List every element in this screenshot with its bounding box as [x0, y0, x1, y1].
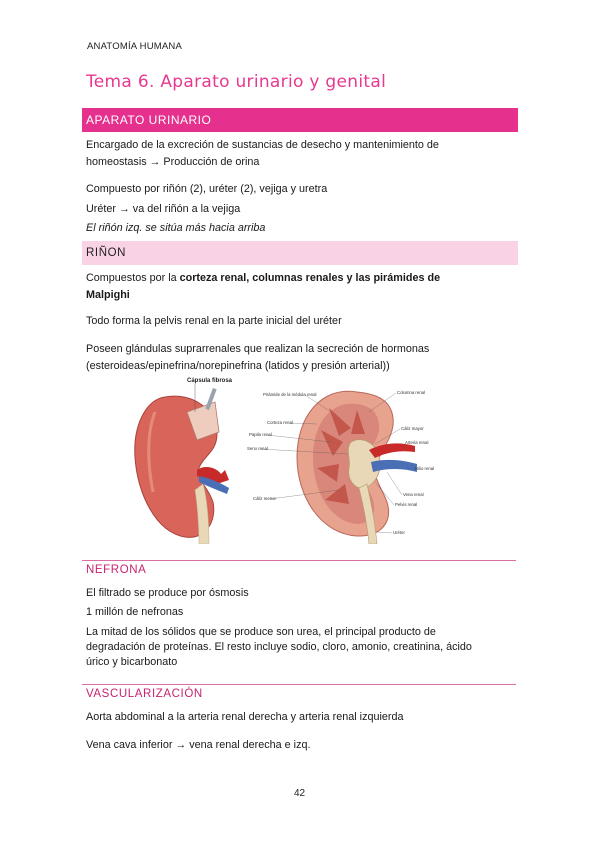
- paragraph-line: [86, 270, 506, 286]
- section-rule: [82, 560, 516, 561]
- bold-text: corteza renal, columnas renales y las pirámides de: [179, 272, 441, 284]
- page-title: Tema 6. Aparato urinario y genital: [86, 72, 387, 92]
- paragraph-line: Encargado de la excreción de sustancias de desecho y mantenimiento de: [86, 139, 439, 151]
- label-pelvis: Pelvis renal: [395, 502, 418, 507]
- paragraph-line: degradación de proteínas. El resto incluye sodio, cloro, amonio, creatinina, ácido: [86, 641, 472, 653]
- paragraph-line: 1 millón de nefronas: [86, 606, 184, 618]
- label-seno: Seno renal: [247, 446, 268, 451]
- label-columna: Columna renal: [397, 390, 425, 395]
- section-band-rinon: RIÑON: [82, 241, 518, 265]
- section-title-vascularizacion: VASCULARIZACIÓN: [86, 688, 203, 700]
- label-papila: Papila renal: [249, 432, 272, 437]
- section-rule: [82, 684, 516, 685]
- paragraph-line: (esteroideas/epinefrina/norepinefrina (latidos y presión arterial)): [86, 360, 390, 372]
- page-number: 42: [293, 788, 306, 799]
- label-vena: Vena renal: [403, 492, 424, 497]
- section-title-nefrona: NEFRONA: [86, 564, 147, 576]
- paragraph-line: Uréter → va del riñón a la vejiga: [86, 203, 241, 215]
- label-piramide: Pirámide de la médula renal: [263, 392, 317, 397]
- paragraph-line: Aorta abdominal a la arteria renal derecha y arteria renal izquierda: [86, 711, 404, 723]
- kidney-illustration: [125, 372, 437, 544]
- bold-text: Malpighi: [86, 289, 130, 301]
- label-caliz-mayor: Cáliz mayor: [401, 426, 424, 431]
- paragraph-line: La mitad de los sólidos que se produce son urea, el principal producto de: [86, 626, 436, 638]
- label-caliz-menor: Cáliz menor: [253, 496, 276, 501]
- label-corteza: Corteza renal: [267, 420, 293, 425]
- paragraph-line: Todo forma la pelvis renal en la parte inicial del uréter: [86, 315, 342, 327]
- paragraph-line: úrico y bicarbonato: [86, 656, 178, 668]
- paragraph-line: Compuesto por riñón (2), uréter (2), vejiga y uretra: [86, 183, 328, 195]
- label-arteria: Arteria renal: [405, 440, 429, 445]
- paragraph-line: Vena cava inferior → vena renal derecha e izq.: [86, 739, 311, 751]
- paragraph-line: homeostasis → Producción de orina: [86, 156, 260, 168]
- kidney-external: [135, 388, 229, 544]
- text-run: Compuestos por la: [86, 272, 180, 284]
- italic-note: El riñón izq. se sitúa más hacia arriba: [86, 222, 266, 234]
- label-ureter: Uréter: [393, 530, 405, 535]
- capsula-label: Cápsula fibrosa: [187, 378, 233, 384]
- paragraph-line: El filtrado se produce por ósmosis: [86, 587, 249, 599]
- paragraph-line: Poseen glándulas suprarrenales que realizan la secreción de hormonas: [86, 343, 430, 355]
- label-hilio: Hilio renal: [415, 466, 435, 471]
- kidney-section: [297, 391, 417, 544]
- section-band-urinario: APARATO URINARIO: [82, 108, 518, 132]
- running-header: ANATOMÍA HUMANA: [87, 41, 183, 52]
